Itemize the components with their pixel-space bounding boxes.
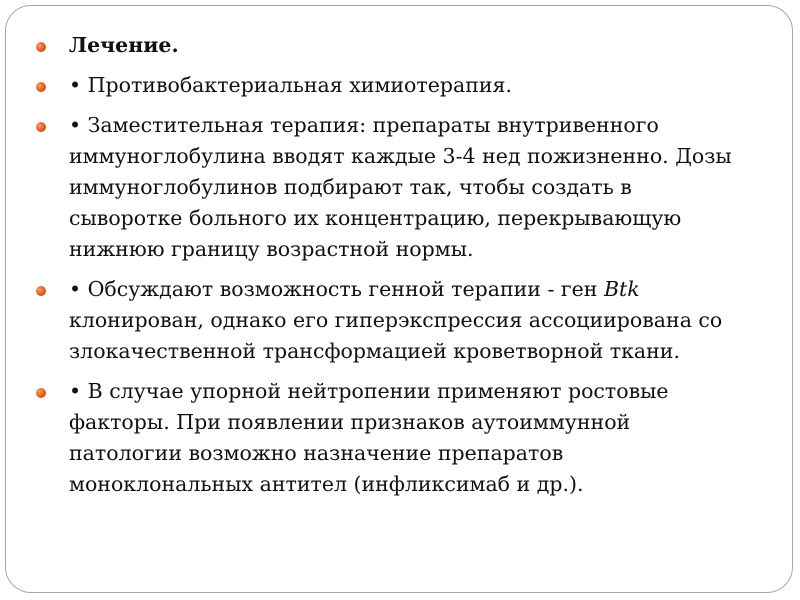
list-item-heading [36, 30, 736, 61]
list-item [36, 376, 736, 500]
list-item [36, 110, 736, 265]
orange-dot-icon [36, 388, 46, 398]
orange-dot-icon [36, 42, 46, 52]
item-text: • В случае упорной нейтропении применяют ростовые факторы. При появлении признаков аутоиммунной патологии возможно назначение препаратов моноклональных антител (инфликсимаб и др.). [69, 379, 669, 496]
item-text-after: клонирован, однако его гиперэкспрессия ассоциирована со злокачественной трансформацией кроветворной ткани. [69, 308, 723, 363]
item-text: • Заместительная терапия: препараты внутривенного иммуноглобулина вводят каждые 3-4 нед пожизненно. Дозы иммуноглобулинов подбирают так, чтобы создать в сыворотке больного их концентрацию, перекрывающую нижнюю границу возрастной нормы. [69, 113, 732, 261]
slide-frame [5, 5, 793, 593]
heading-text: Лечение. [69, 33, 179, 57]
item-text [69, 274, 736, 367]
gene-term: Btk [603, 277, 640, 301]
orange-dot-icon [36, 286, 46, 296]
list-item [36, 70, 736, 101]
slide-content [36, 30, 736, 509]
item-text: • Противобактериальная химиотерапия. [69, 73, 512, 97]
orange-dot-icon [36, 122, 46, 132]
orange-dot-icon [36, 82, 46, 92]
item-text-before: • Обсуждают возможность генной терапии - ген [69, 277, 604, 301]
list-item [36, 274, 736, 367]
